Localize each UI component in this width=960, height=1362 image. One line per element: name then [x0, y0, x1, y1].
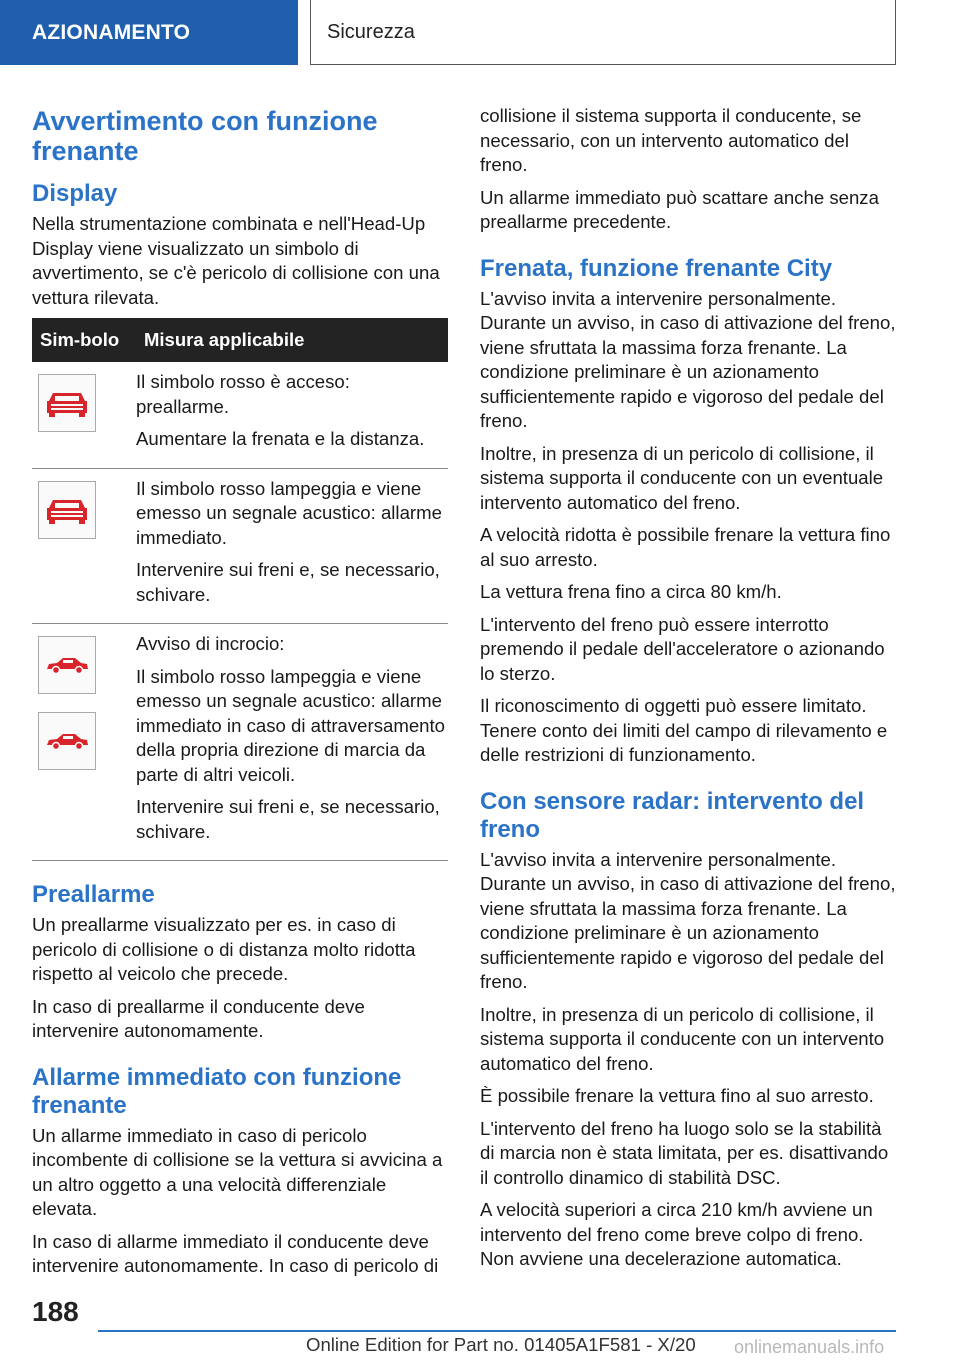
prealarm-heading: Preallarme [32, 881, 155, 908]
row-text: Il simbolo rosso è acceso: preallarme. [136, 371, 350, 417]
display-heading: Display [32, 180, 118, 207]
footer-divider [98, 1330, 896, 1332]
row-text: Avviso di incrocio: [136, 633, 285, 654]
radar-paragraph: È possibile frenare la vettura fino al suo arresto. [480, 1085, 874, 1106]
row-text: Intervenire sui freni e, se necessario, schivare. [136, 559, 440, 605]
left-column [32, 98, 448, 1287]
city-brake-paragraph: L'avviso invita a intervenire personalmente. Durante un avviso, in caso di attivazione del freno, viene sfruttata la massima forza frenante. La condizione preliminare è un azionamento sufficientemente rapido e vigoroso del pedale del freno. [480, 287, 896, 431]
continued-paragraph: collisione il sistema supporta il conducente, se necessario, con un intervento automatico del freno. [480, 105, 862, 175]
radar-heading: Con sensore radar: intervento del freno [480, 787, 865, 843]
car-side-warning-icon [38, 712, 96, 770]
immediate-alarm-heading: Allarme immediato con funzione frenante [32, 1063, 402, 1119]
car-front-warning-icon [38, 374, 96, 432]
city-brake-paragraph: Il riconoscimento di oggetti può essere limitato. Tenere conto dei limiti del campo di rilevamento e delle restrizioni di funzionamento. [480, 695, 888, 765]
car-front-warning-icon [38, 481, 96, 539]
table-row [32, 362, 448, 468]
city-brake-paragraph: Inoltre, in presenza di un pericolo di collisione, il sistema supporta il conducente con un eventuale intervento automatico del freno. [480, 442, 884, 513]
right-column [480, 104, 896, 1280]
prealarm-paragraph: In caso di preallarme il conducente deve intervenire autonomamente. [32, 995, 365, 1041]
city-brake-paragraph: L'intervento del freno può essere interrotto premendo il pedale dell'acceleratore o azionando lo sterzo. [480, 613, 885, 684]
symbol-table [32, 318, 448, 861]
city-brake-paragraph: A velocità ridotta è possibile frenare la vettura fino al suo arresto. [480, 524, 891, 570]
city-brake-heading: Frenata, funzione frenante City [480, 254, 833, 282]
radar-paragraph: Inoltre, in presenza di un pericolo di collisione, il sistema supporta il conducente con un intervento automatico del freno. [480, 1003, 885, 1074]
section-label: Sicurezza [327, 20, 415, 43]
chapter-label: AZIONAMENTO [32, 20, 191, 44]
row-text: Il simbolo rosso lampeggia e viene emesso un segnale acustico: allarme immediato in caso di attraversamento della propria direzione di marcia da parte di altri veicoli. [136, 665, 446, 785]
row-text: Intervenire sui freni e, se necessario, schivare. [136, 796, 440, 842]
footer-edition: Online Edition for Part no. 01405A1F581 - X/20 [306, 1334, 696, 1355]
watermark: onlinemanuals.info [734, 1337, 885, 1357]
measure-column-header: Misura applicabile [136, 318, 448, 362]
car-side-warning-icon [38, 636, 96, 694]
section-header [310, 0, 896, 65]
radar-paragraph: A velocità superiori a circa 210 km/h avviene un intervento del freno come breve colpo di freno. Non avviene una decelerazione automatica. [480, 1199, 873, 1269]
prealarm-paragraph: Un preallarme visualizzato per es. in caso di pericolo di collisione o di distanza molto ridotta rispetto al veicolo che precede. [32, 914, 416, 984]
city-brake-paragraph: La vettura frena fino a circa 80 km/h. [480, 581, 782, 602]
row-text: Aumentare la frenata e la distanza. [136, 428, 425, 449]
symbol-column-header: Sim-bolo [32, 318, 136, 362]
page-number: 188 [32, 1296, 79, 1327]
radar-paragraph: L'intervento del freno ha luogo solo se la stabilità di marcia non è stata limitata, per es. disattivando il controllo dinamico di stabilità DSC. [480, 1117, 889, 1188]
page-title: Avvertimento con funzione frenante [32, 106, 378, 166]
chapter-tab[interactable] [0, 0, 298, 65]
table-row [32, 468, 448, 624]
row-text: Il simbolo rosso lampeggia e viene emesso un segnale acustico: allarme immediato. [136, 477, 442, 548]
immediate-alarm-paragraph: In caso di allarme immediato il conducente deve intervenire autonomamente. In caso di pericolo di [32, 1230, 439, 1276]
radar-paragraph: L'avviso invita a intervenire personalmente. Durante un avviso, in caso di attivazione del freno, viene sfruttata la massima forza frenante. La condizione preliminare è un azionamento sufficientemente rapido e vigoroso del pedale del freno. [480, 848, 896, 992]
table-row [32, 624, 448, 861]
immediate-alarm-paragraph: Un allarme immediato in caso di pericolo incombente di collisione se la vettura si avvicina a un altro oggetto a una velocità differenziale elevata. [32, 1124, 443, 1219]
continued-paragraph: Un allarme immediato può scattare anche senza preallarme precedente. [480, 186, 879, 232]
display-paragraph: Nella strumentazione combinata e nell'Head-Up Display viene visualizzato un simbolo di avvertimento, se c'è pericolo di collisione con una vettura rilevata. [32, 213, 440, 308]
